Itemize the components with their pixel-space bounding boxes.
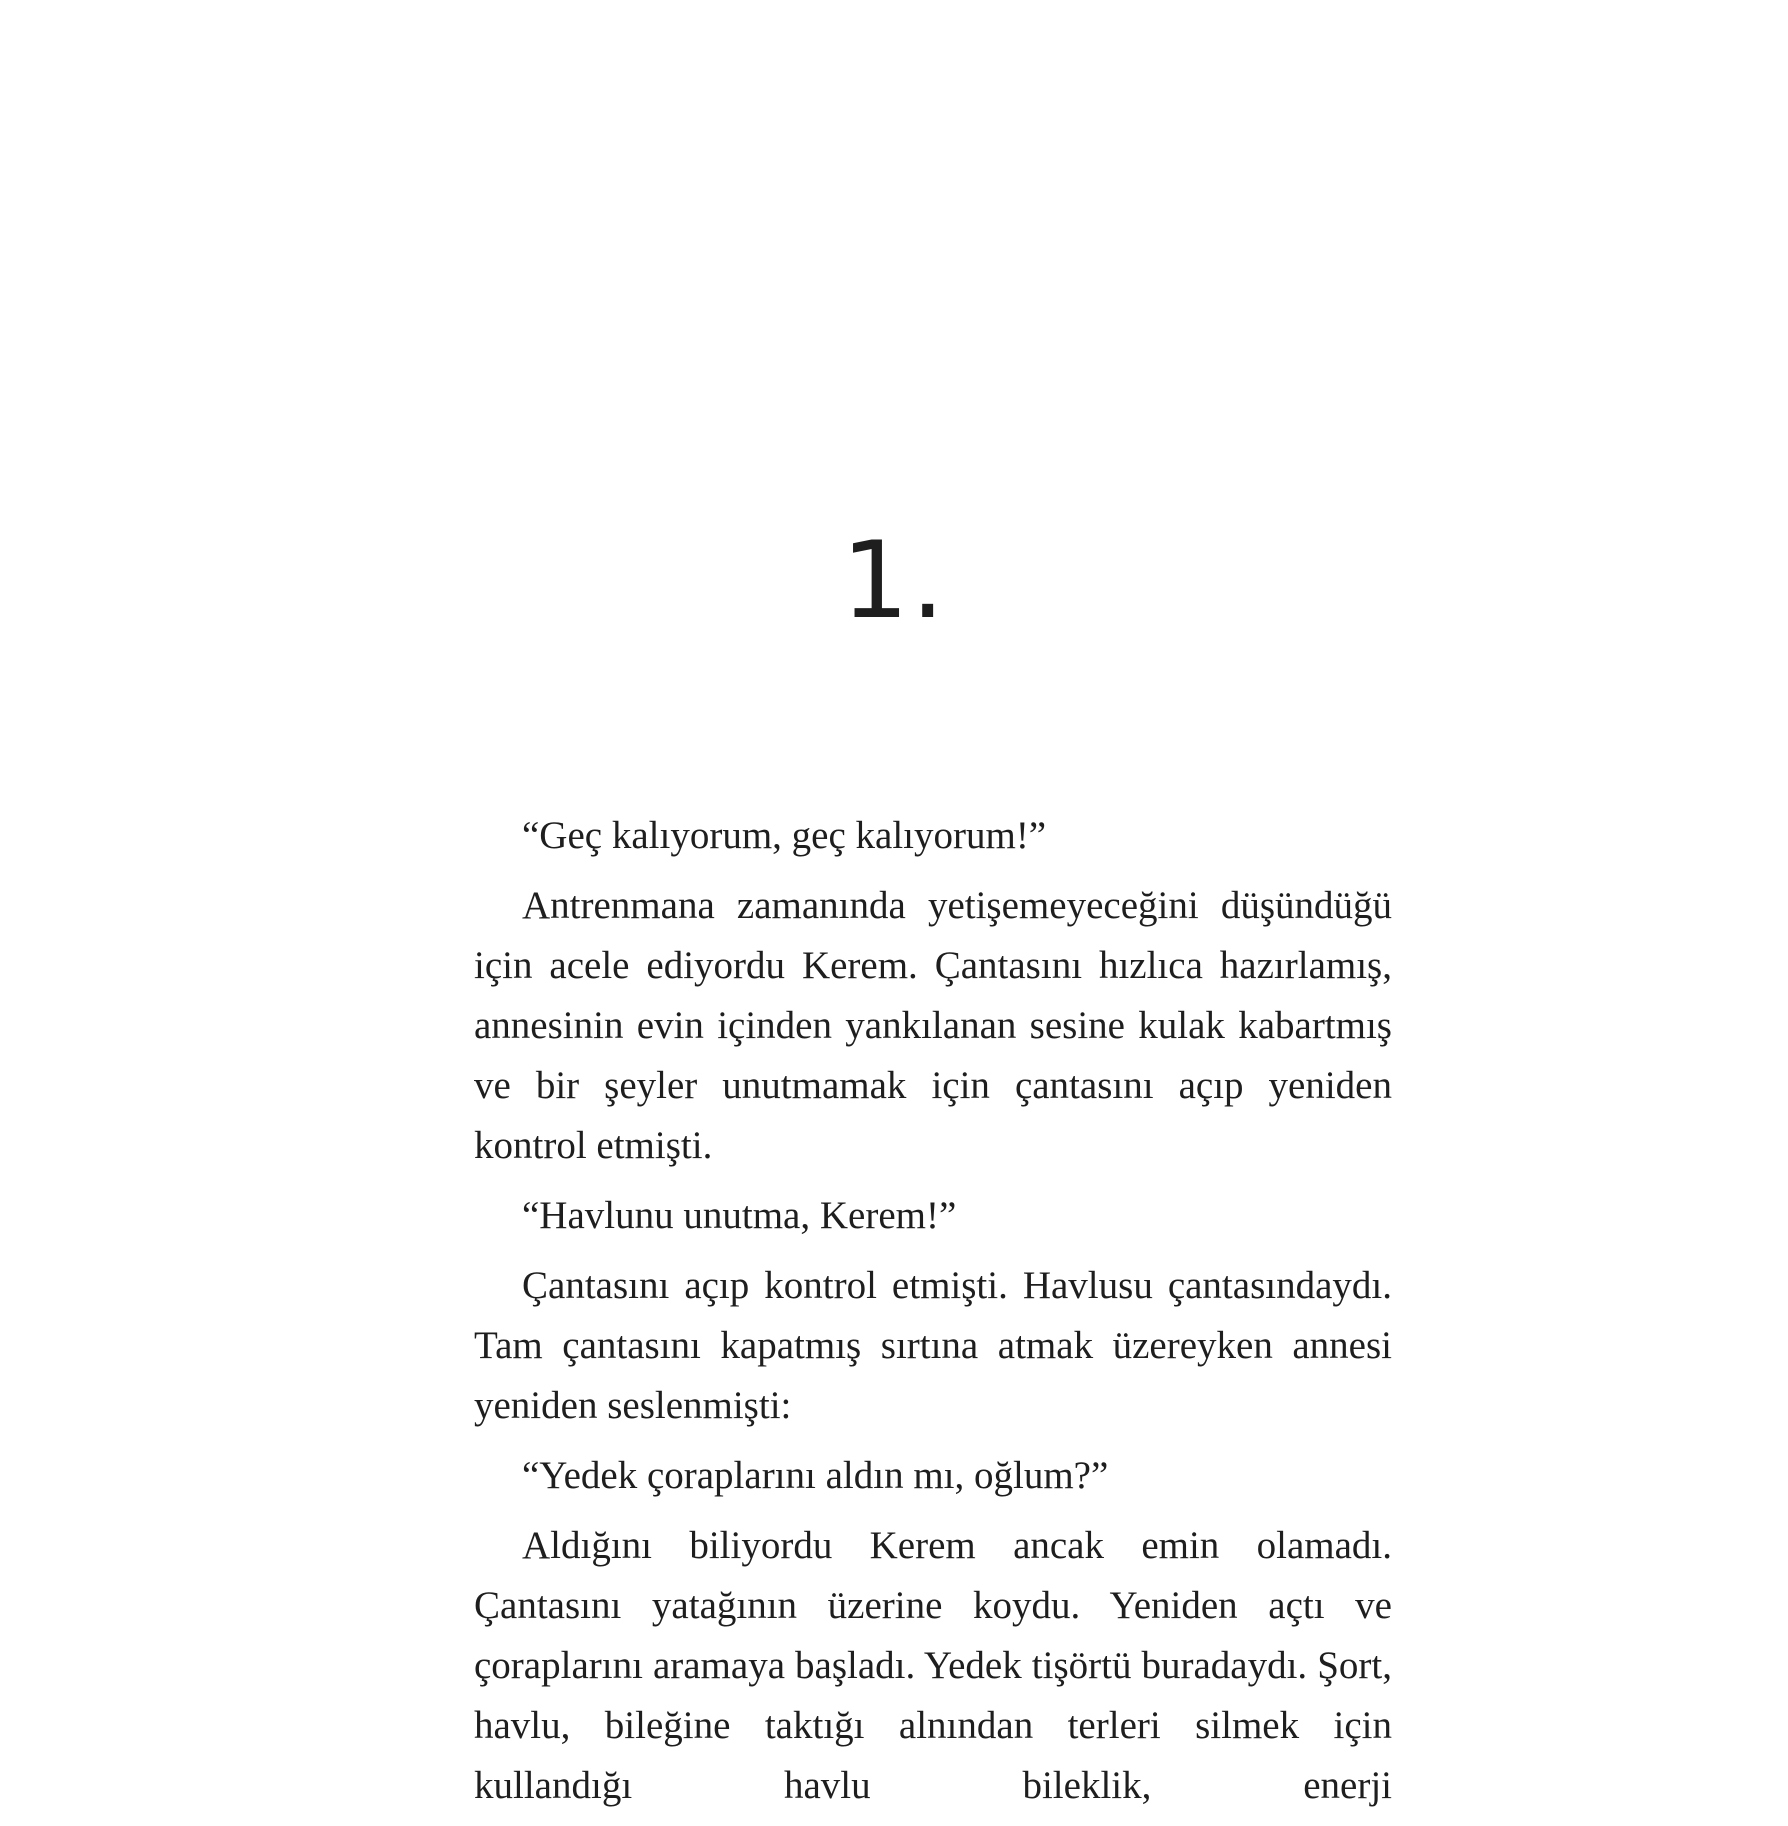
paragraph-dialogue-1: “Geç kalıyorum, geç kalıyorum!” — [522, 814, 1047, 857]
paragraph-narration-1: Antrenmana zamanında yetişemeyeceğini düşündüğü için acele ediyordu Kerem. Çantasını hızlıca hazırlamış, annesinin evin içinden yankılanan sesine kulak kabartmış ve bir şeyler unutmamak için çantasını açıp yeniden kontrol etmişti. — [474, 884, 1392, 1167]
chapter-number: 1. — [841, 519, 947, 642]
paragraph-dialogue-3: “Yedek çoraplarını aldın mı, oğlum?” — [522, 1454, 1109, 1497]
paragraph-dialogue-2: “Havlunu unutma, Kerem!” — [522, 1194, 957, 1237]
chapter-body — [474, 806, 1392, 1826]
paragraph-narration-3: Aldığını biliyordu Kerem ancak emin olamadı. Çantasını yatağının üzerine koydu. Yeniden açtı ve çoraplarını aramaya başladı. Yedek tişörtü buradaydı. Şort, havlu, bileğine taktığı alnından terleri silmek için kullandığı havlu bileklik, enerji — [474, 1524, 1392, 1807]
paragraph-narration-2: Çantasını açıp kontrol etmişti. Havlusu çantasındaydı. Tam çantasını kapatmış sırtına atmak üzereyken annesi yeniden seslenmişti: — [474, 1264, 1392, 1427]
